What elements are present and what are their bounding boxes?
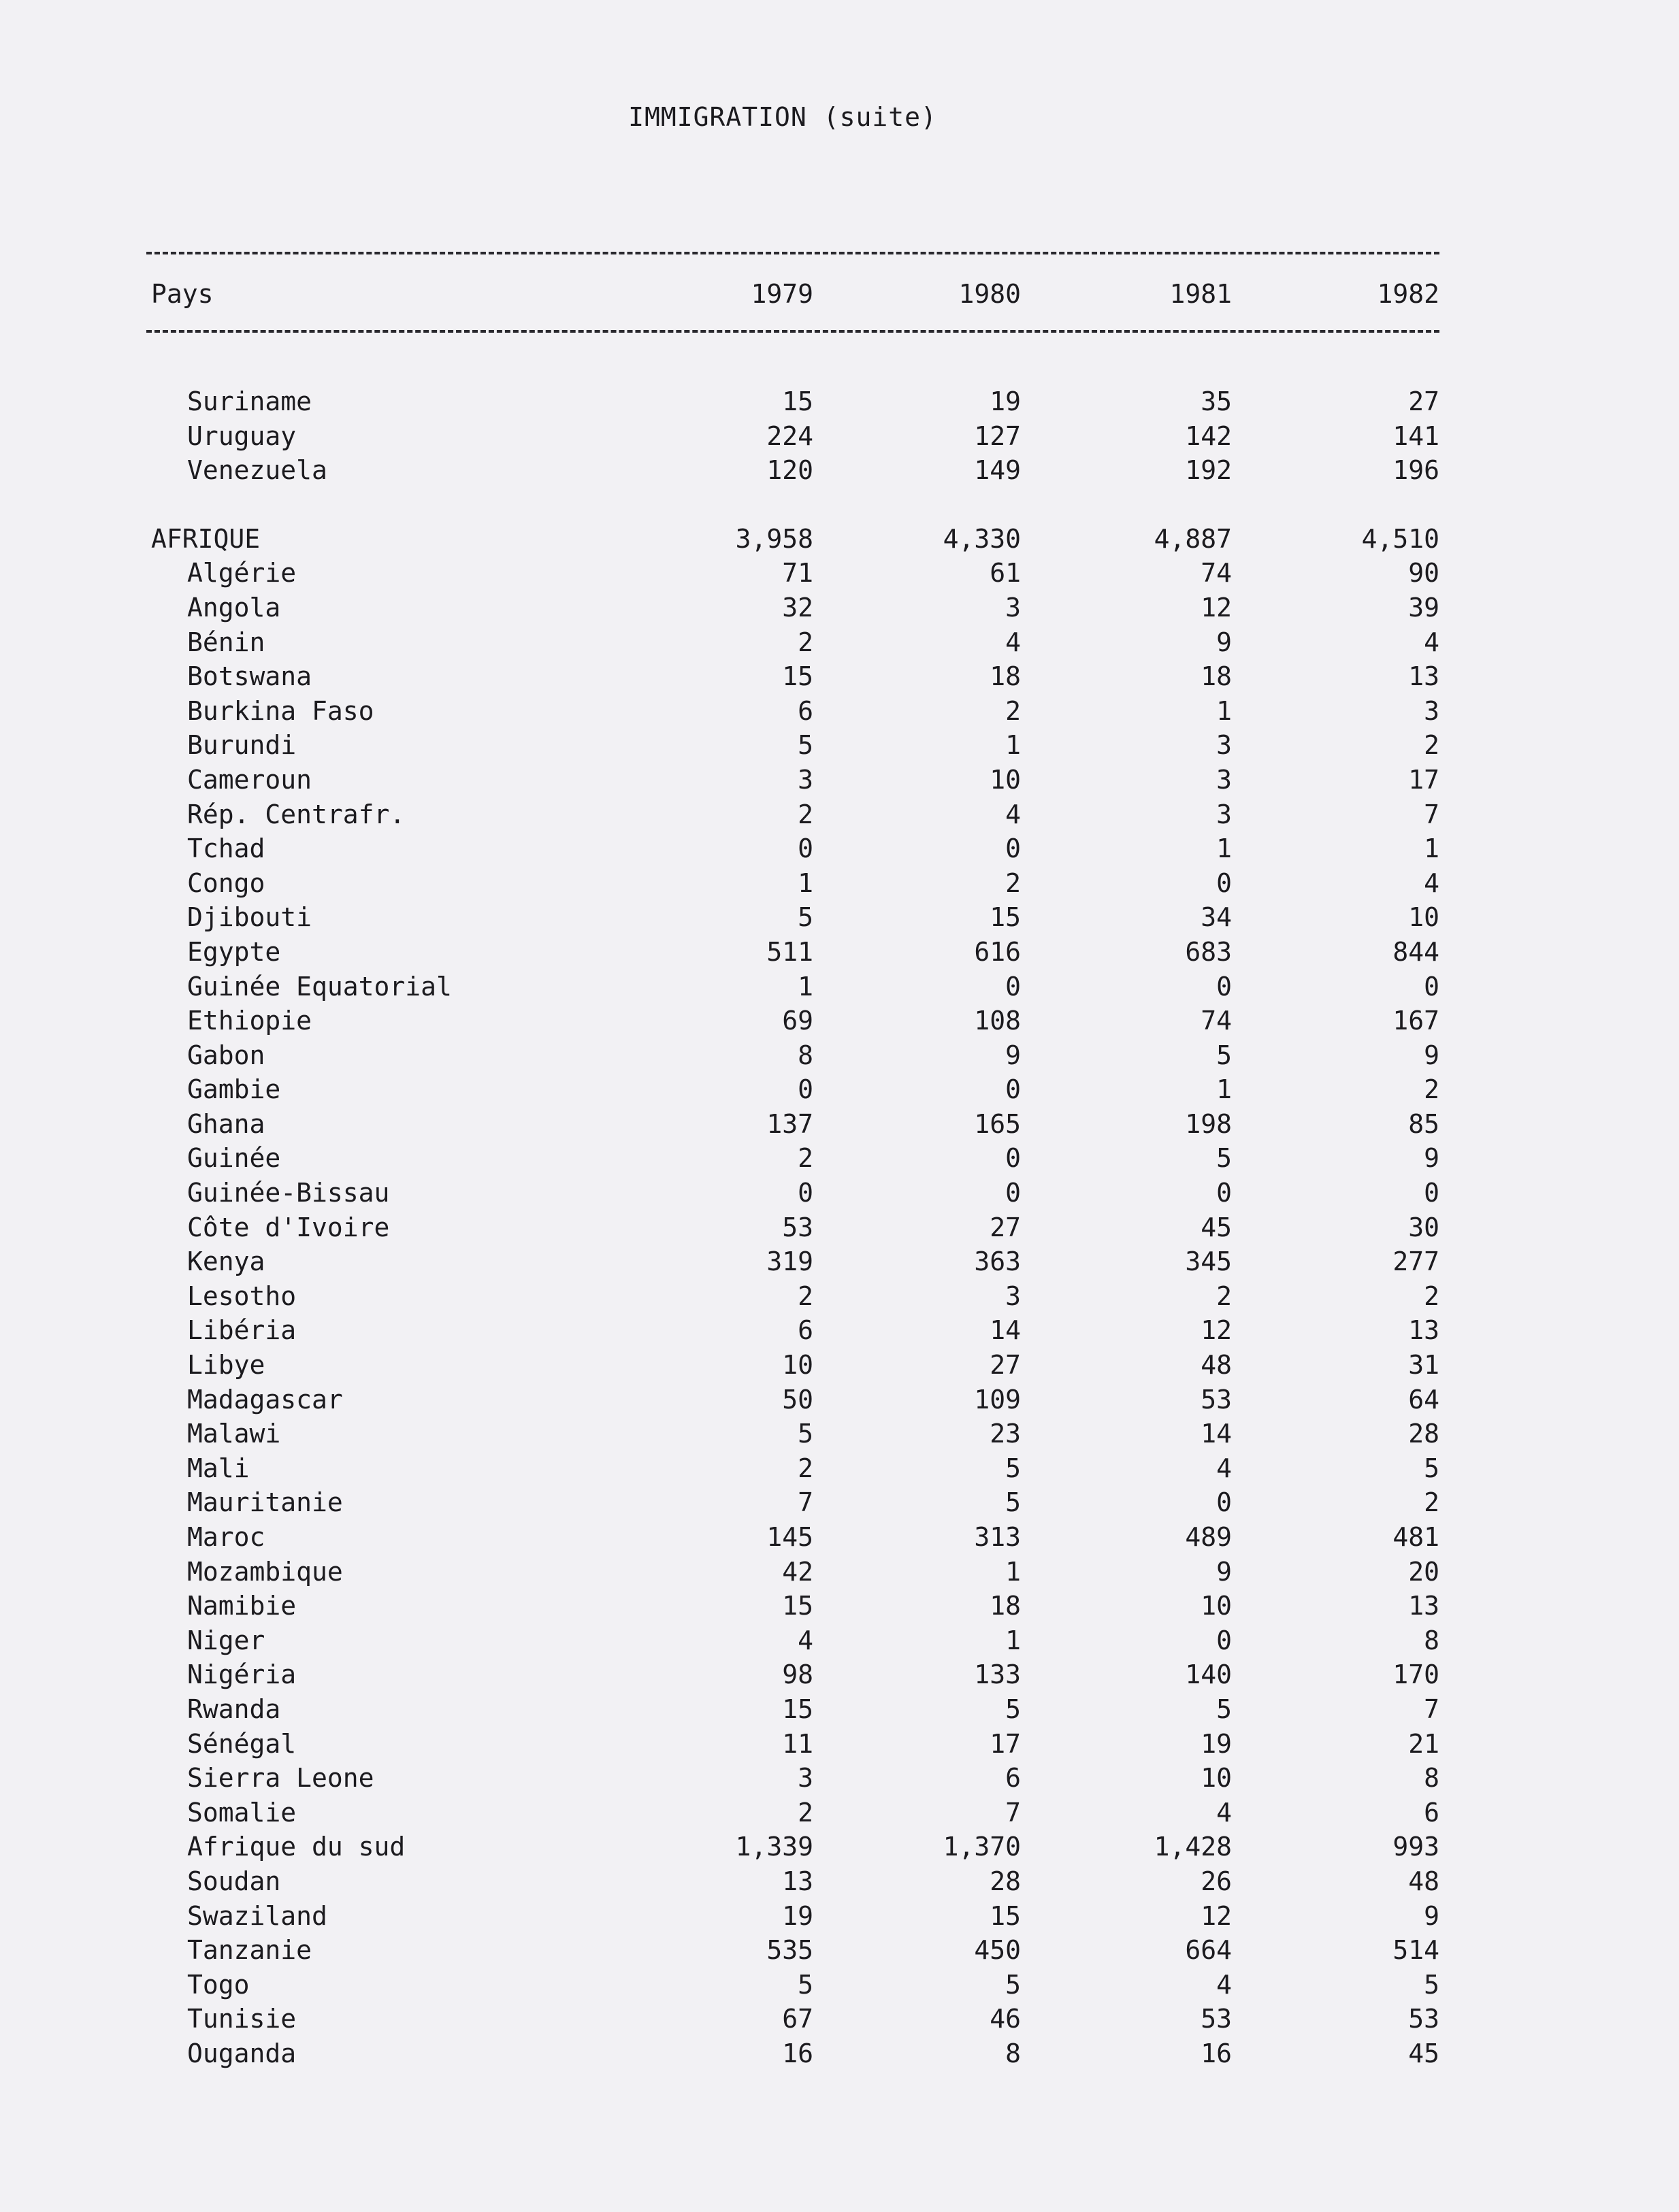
value-1981: 0 [1216, 971, 1232, 1002]
value-1981: 5 [1216, 1143, 1232, 1174]
table-row [0, 1933, 1679, 1968]
value-1979: 6 [798, 695, 813, 726]
table-row [0, 1244, 1679, 1279]
value-1981: 10 [1201, 1763, 1232, 1794]
country-name: Gabon [187, 1040, 265, 1070]
country-name: Ouganda [187, 2038, 297, 2068]
value-1980: 3 [1005, 592, 1021, 623]
country-name: Suriname [187, 386, 312, 416]
value-1981: 192 [1185, 455, 1232, 486]
value-1982: 53 [1408, 2004, 1439, 2034]
value-1982: 2 [1424, 1281, 1439, 1311]
value-1979: 511 [766, 936, 813, 967]
value-1981: 2 [1216, 1281, 1232, 1311]
value-1980: 23 [990, 1419, 1021, 1449]
value-1980: 109 [974, 1384, 1021, 1415]
value-1979: 53 [782, 1212, 813, 1242]
value-1982: 3 [1424, 695, 1439, 726]
value-1982: 8 [1424, 1763, 1439, 1794]
value-1979: 2 [798, 1797, 813, 1828]
value-1982: 39 [1408, 592, 1439, 623]
table-row [0, 935, 1679, 970]
table-row [0, 1589, 1679, 1623]
country-name: Namibie [187, 1591, 297, 1621]
table-row [0, 831, 1679, 866]
value-1980: 313 [974, 1522, 1021, 1552]
value-1980: 149 [974, 455, 1021, 486]
country-name: Libye [187, 1350, 265, 1381]
country-name: Côte d'Ivoire [187, 1212, 390, 1242]
country-name: Rép. Centrafr. [187, 799, 406, 829]
value-1979: 2 [798, 1453, 813, 1483]
value-1982: 4 [1424, 868, 1439, 898]
value-1981: 74 [1201, 1006, 1232, 1036]
country-name: Botswana [187, 661, 312, 692]
value-1982: 993 [1392, 1832, 1439, 1862]
value-1979: 137 [766, 1108, 813, 1139]
value-1979: 5 [798, 1969, 813, 2000]
value-1980: 14 [990, 1315, 1021, 1346]
value-1982: 844 [1392, 936, 1439, 967]
table-row [0, 1485, 1679, 1520]
value-1980: 10 [990, 764, 1021, 795]
value-1982: 2 [1424, 1074, 1439, 1105]
value-1979: 32 [782, 592, 813, 623]
value-1979: 0 [798, 1074, 813, 1105]
value-1982: 28 [1408, 1419, 1439, 1449]
table-row [0, 1761, 1679, 1796]
value-1979: 16 [782, 2038, 813, 2068]
value-1980: 450 [974, 1935, 1021, 1966]
value-1982: 1 [1424, 833, 1439, 864]
value-1979: 2 [798, 799, 813, 829]
value-1981: 0 [1216, 1487, 1232, 1518]
country-name: Tchad [187, 833, 265, 864]
value-1981: 1 [1216, 695, 1232, 726]
value-1980: 0 [1005, 1074, 1021, 1105]
value-1981: 53 [1201, 2004, 1232, 2034]
country-name: Guinée Equatorial [187, 971, 452, 1002]
table-row [0, 384, 1679, 419]
table-row [0, 2002, 1679, 2036]
value-1981: 9 [1216, 1556, 1232, 1587]
value-1980: 133 [974, 1660, 1021, 1690]
country-name: Lesotho [187, 1281, 297, 1311]
table-row [0, 1210, 1679, 1245]
value-1980: 4,330 [943, 523, 1021, 554]
value-1980: 5 [1005, 1969, 1021, 2000]
country-name: Cameroun [187, 764, 312, 795]
value-1981: 3 [1216, 730, 1232, 761]
value-1981: 53 [1201, 1384, 1232, 1415]
value-1981: 26 [1201, 1866, 1232, 1896]
immigration-table [0, 384, 1679, 2071]
value-1980: 0 [1005, 971, 1021, 1002]
table-row [0, 1417, 1679, 1451]
table-row [0, 1968, 1679, 2002]
value-1982: 21 [1408, 1728, 1439, 1759]
value-1982: 45 [1408, 2038, 1439, 2068]
value-1981: 74 [1201, 558, 1232, 589]
value-1982: 196 [1392, 455, 1439, 486]
country-name: Congo [187, 868, 265, 898]
value-1982: 13 [1408, 1591, 1439, 1621]
country-name: Burkina Faso [187, 695, 374, 726]
value-1981: 664 [1185, 1935, 1232, 1966]
value-1979: 4 [798, 1625, 813, 1655]
value-1980: 1 [1005, 730, 1021, 761]
value-1982: 30 [1408, 1212, 1439, 1242]
table-row [0, 625, 1679, 660]
value-1981: 3 [1216, 799, 1232, 829]
value-1980: 4 [1005, 799, 1021, 829]
value-1980: 6 [1005, 1763, 1021, 1794]
value-1981: 142 [1185, 420, 1232, 451]
value-1982: 20 [1408, 1556, 1439, 1587]
value-1979: 3,958 [735, 523, 813, 554]
value-1981: 683 [1185, 936, 1232, 967]
value-1982: 6 [1424, 1797, 1439, 1828]
country-name: Swaziland [187, 1900, 327, 1931]
value-1982: 481 [1392, 1522, 1439, 1552]
value-1979: 8 [798, 1040, 813, 1070]
value-1981: 19 [1201, 1728, 1232, 1759]
value-1980: 15 [990, 1900, 1021, 1931]
table-row [0, 970, 1679, 1004]
value-1981: 9 [1216, 627, 1232, 657]
value-1981: 3 [1216, 764, 1232, 795]
table-row [0, 1830, 1679, 1864]
value-1980: 4 [1005, 627, 1021, 657]
value-1981: 10 [1201, 1591, 1232, 1621]
table-row [0, 659, 1679, 694]
table-row [0, 694, 1679, 729]
value-1981: 0 [1216, 868, 1232, 898]
value-1982: 0 [1424, 1178, 1439, 1208]
header-year-1981: 1981 [1169, 279, 1232, 309]
header-year-1980: 1980 [958, 279, 1021, 309]
value-1982: 13 [1408, 661, 1439, 692]
value-1979: 15 [782, 386, 813, 416]
value-1979: 535 [766, 1935, 813, 1966]
value-1982: 10 [1408, 902, 1439, 933]
value-1981: 16 [1201, 2038, 1232, 2068]
table-row [0, 1451, 1679, 1486]
country-name: Ethiopie [187, 1006, 312, 1036]
table-row [0, 1176, 1679, 1210]
country-name: Mali [187, 1453, 250, 1483]
value-1979: 11 [782, 1728, 813, 1759]
table-row [0, 1072, 1679, 1107]
table-header-row [0, 279, 1679, 313]
country-name: Algérie [187, 558, 297, 589]
value-1979: 1 [798, 971, 813, 1002]
value-1982: 4 [1424, 627, 1439, 657]
value-1981: 48 [1201, 1350, 1232, 1381]
value-1979: 1 [798, 868, 813, 898]
value-1980: 0 [1005, 833, 1021, 864]
value-1979: 13 [782, 1866, 813, 1896]
value-1981: 4,887 [1154, 523, 1232, 554]
country-name: Guinée-Bissau [187, 1178, 390, 1208]
value-1982: 17 [1408, 764, 1439, 795]
value-1979: 3 [798, 1763, 813, 1794]
country-name: Egypte [187, 936, 281, 967]
value-1979: 0 [798, 1178, 813, 1208]
country-name: Afrique du sud [187, 1832, 406, 1862]
value-1981: 35 [1201, 386, 1232, 416]
table-row [0, 1141, 1679, 1176]
value-1982: 4,510 [1361, 523, 1439, 554]
table-row [0, 900, 1679, 935]
value-1981: 12 [1201, 592, 1232, 623]
value-1980: 18 [990, 661, 1021, 692]
value-1979: 67 [782, 2004, 813, 2034]
country-name: Gambie [187, 1074, 281, 1105]
value-1980: 2 [1005, 695, 1021, 726]
value-1980: 127 [974, 420, 1021, 451]
table-row [0, 556, 1679, 591]
country-name: Angola [187, 592, 281, 623]
country-name: AFRIQUE [151, 523, 261, 554]
country-name: Malawi [187, 1419, 281, 1449]
country-name: Kenya [187, 1247, 265, 1277]
value-1980: 1 [1005, 1556, 1021, 1587]
header-country: Pays [151, 279, 214, 309]
value-1982: 5 [1424, 1969, 1439, 2000]
value-1979: 224 [766, 420, 813, 451]
value-1980: 18 [990, 1591, 1021, 1621]
value-1979: 120 [766, 455, 813, 486]
value-1982: 9 [1424, 1900, 1439, 1931]
country-name: Burundi [187, 730, 297, 761]
table-row [0, 1864, 1679, 1899]
value-1981: 45 [1201, 1212, 1232, 1242]
value-1981: 140 [1185, 1660, 1232, 1690]
value-1982: 5 [1424, 1453, 1439, 1483]
value-1979: 6 [798, 1315, 813, 1346]
country-name: Tunisie [187, 2004, 297, 2034]
table-row [0, 1107, 1679, 1142]
country-name: Ghana [187, 1108, 265, 1139]
table-row [0, 1383, 1679, 1417]
value-1982: 64 [1408, 1384, 1439, 1415]
value-1979: 15 [782, 661, 813, 692]
value-1981: 4 [1216, 1453, 1232, 1483]
table-row [0, 453, 1679, 488]
value-1982: 9 [1424, 1040, 1439, 1070]
value-1979: 1,339 [735, 1832, 813, 1862]
country-name: Mozambique [187, 1556, 343, 1587]
value-1980: 1,370 [943, 1832, 1021, 1862]
table-row [0, 1899, 1679, 1934]
value-1980: 0 [1005, 1178, 1021, 1208]
value-1982: 2 [1424, 1487, 1439, 1518]
value-1979: 5 [798, 902, 813, 933]
value-1981: 1 [1216, 833, 1232, 864]
value-1980: 15 [990, 902, 1021, 933]
value-1982: 90 [1408, 558, 1439, 589]
table-row [0, 1520, 1679, 1555]
table-row [0, 866, 1679, 901]
table-row [0, 1004, 1679, 1038]
value-1982: 167 [1392, 1006, 1439, 1036]
value-1980: 363 [974, 1247, 1021, 1277]
value-1979: 19 [782, 1900, 813, 1931]
table-row [0, 1657, 1679, 1692]
value-1980: 0 [1005, 1143, 1021, 1174]
value-1982: 31 [1408, 1350, 1439, 1381]
header-dashed-rule [146, 330, 1439, 333]
value-1979: 5 [798, 730, 813, 761]
table-row [0, 2036, 1679, 2071]
value-1981: 14 [1201, 1419, 1232, 1449]
value-1979: 15 [782, 1591, 813, 1621]
country-name: Somalie [187, 1797, 297, 1828]
value-1979: 145 [766, 1522, 813, 1552]
value-1980: 108 [974, 1006, 1021, 1036]
value-1980: 28 [990, 1866, 1021, 1896]
value-1980: 46 [990, 2004, 1021, 2034]
value-1979: 3 [798, 764, 813, 795]
value-1982: 27 [1408, 386, 1439, 416]
value-1979: 50 [782, 1384, 813, 1415]
value-1980: 17 [990, 1728, 1021, 1759]
header-year-1982: 1982 [1377, 279, 1439, 309]
value-1980: 27 [990, 1212, 1021, 1242]
value-1982: 141 [1392, 420, 1439, 451]
value-1982: 2 [1424, 730, 1439, 761]
top-dashed-rule [146, 252, 1439, 254]
country-name: Venezuela [187, 455, 327, 486]
value-1982: 85 [1408, 1108, 1439, 1139]
table-row [0, 763, 1679, 797]
value-1981: 34 [1201, 902, 1232, 933]
value-1981: 0 [1216, 1178, 1232, 1208]
value-1979: 0 [798, 833, 813, 864]
value-1981: 4 [1216, 1797, 1232, 1828]
country-name: Madagascar [187, 1384, 343, 1415]
value-1981: 489 [1185, 1522, 1232, 1552]
table-row [0, 1555, 1679, 1589]
country-name: Djibouti [187, 902, 312, 933]
value-1979: 5 [798, 1419, 813, 1449]
table-row [0, 1692, 1679, 1727]
country-name: Guinée [187, 1143, 281, 1174]
value-1979: 69 [782, 1006, 813, 1036]
value-1979: 2 [798, 627, 813, 657]
value-1980: 616 [974, 936, 1021, 967]
value-1980: 165 [974, 1108, 1021, 1139]
header-year-1979: 1979 [751, 279, 813, 309]
table-row [0, 1038, 1679, 1073]
country-name: Uruguay [187, 420, 297, 451]
value-1982: 9 [1424, 1143, 1439, 1174]
country-name: Sénégal [187, 1728, 297, 1759]
value-1980: 5 [1005, 1453, 1021, 1483]
value-1980: 27 [990, 1350, 1021, 1381]
table-row [0, 1348, 1679, 1383]
value-1980: 61 [990, 558, 1021, 589]
table-row [0, 728, 1679, 763]
value-1982: 7 [1424, 799, 1439, 829]
value-1979: 71 [782, 558, 813, 589]
value-1982: 8 [1424, 1625, 1439, 1655]
value-1981: 5 [1216, 1694, 1232, 1724]
value-1981: 345 [1185, 1247, 1232, 1277]
table-row [0, 1313, 1679, 1348]
value-1980: 7 [1005, 1797, 1021, 1828]
value-1980: 8 [1005, 2038, 1021, 2068]
page-title: IMMIGRATION (suite) [628, 102, 937, 132]
value-1982: 514 [1392, 1935, 1439, 1966]
value-1980: 2 [1005, 868, 1021, 898]
country-name: Bénin [187, 627, 265, 657]
country-name: Niger [187, 1625, 265, 1655]
value-1982: 0 [1424, 971, 1439, 1002]
country-name: Soudan [187, 1866, 281, 1896]
value-1981: 1,428 [1154, 1832, 1232, 1862]
country-name: Mauritanie [187, 1487, 343, 1518]
value-1982: 170 [1392, 1660, 1439, 1690]
table-row [0, 419, 1679, 454]
value-1980: 3 [1005, 1281, 1021, 1311]
country-name: Tanzanie [187, 1935, 312, 1966]
value-1982: 48 [1408, 1866, 1439, 1896]
table-row [0, 1623, 1679, 1658]
value-1980: 9 [1005, 1040, 1021, 1070]
value-1981: 1 [1216, 1074, 1232, 1105]
value-1979: 2 [798, 1143, 813, 1174]
value-1982: 277 [1392, 1247, 1439, 1277]
value-1982: 7 [1424, 1694, 1439, 1724]
value-1981: 5 [1216, 1040, 1232, 1070]
value-1980: 5 [1005, 1487, 1021, 1518]
country-name: Rwanda [187, 1694, 281, 1724]
country-name: Maroc [187, 1522, 265, 1552]
table-row [0, 1279, 1679, 1314]
table-row [0, 591, 1679, 625]
value-1980: 1 [1005, 1625, 1021, 1655]
value-1979: 42 [782, 1556, 813, 1587]
table-row [0, 797, 1679, 832]
country-name: Nigéria [187, 1660, 297, 1690]
value-1980: 19 [990, 386, 1021, 416]
value-1982: 13 [1408, 1315, 1439, 1346]
table-row [0, 1727, 1679, 1762]
value-1981: 18 [1201, 661, 1232, 692]
value-1979: 15 [782, 1694, 813, 1724]
value-1981: 12 [1201, 1900, 1232, 1931]
value-1979: 319 [766, 1247, 813, 1277]
value-1981: 198 [1185, 1108, 1232, 1139]
value-1979: 2 [798, 1281, 813, 1311]
value-1981: 4 [1216, 1969, 1232, 2000]
country-name: Sierra Leone [187, 1763, 374, 1794]
value-1979: 10 [782, 1350, 813, 1381]
value-1980: 5 [1005, 1694, 1021, 1724]
country-name: Libéria [187, 1315, 297, 1346]
value-1979: 98 [782, 1660, 813, 1690]
country-name: Togo [187, 1969, 250, 2000]
value-1981: 12 [1201, 1315, 1232, 1346]
value-1979: 7 [798, 1487, 813, 1518]
table-region-row [0, 522, 1679, 557]
table-row [0, 1796, 1679, 1830]
value-1981: 0 [1216, 1625, 1232, 1655]
